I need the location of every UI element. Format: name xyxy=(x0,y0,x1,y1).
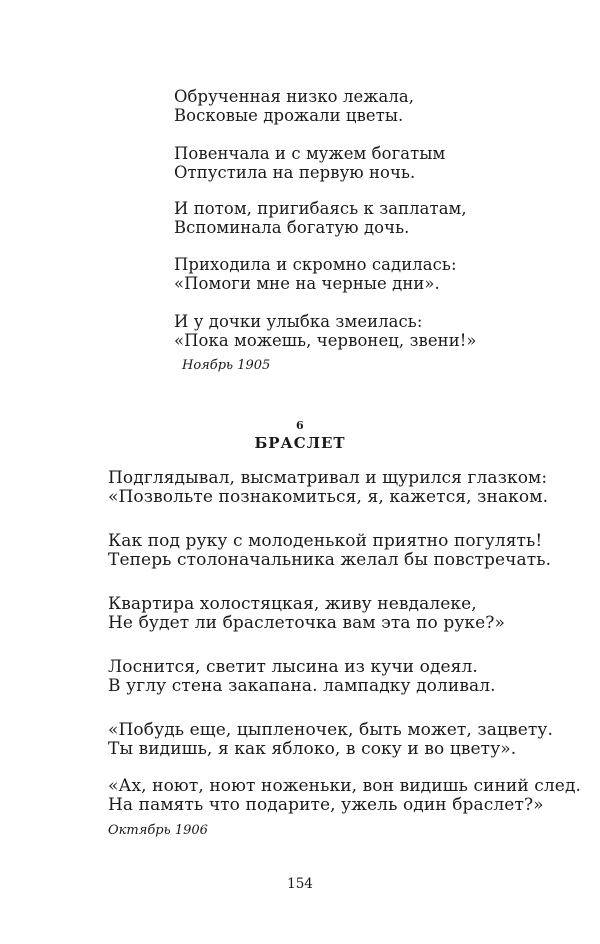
poem1-line: И у дочки улыбка змеилась: xyxy=(174,312,423,331)
poem2-line: Не будет ли браслеточка вам эта по руке?» xyxy=(108,613,506,633)
poem2-line: Ты видишь, я как яблоко, в соку и во цвету». xyxy=(108,739,517,759)
poem1-line: Обрученная низко лежала, xyxy=(174,87,415,106)
poem2-line: Подглядывал, высматривал и щурился глазком: xyxy=(108,468,548,488)
poem2-line: «Побудь еще, цыпленочек, быть может, зацвету. xyxy=(108,720,553,740)
poem1-line: «Пока можешь, червонец, звени!» xyxy=(174,331,477,350)
poem2-line: Как под руку с молоденькой приятно погулять! xyxy=(108,531,543,551)
poem1-date: Ноябрь 1905 xyxy=(182,358,271,373)
poem1-line: Повенчала и с мужем богатым xyxy=(174,144,446,163)
poem1-line: Вспоминала богатую дочь. xyxy=(174,218,410,237)
poem2-line: Квартира холостяцкая, живу невдалеке, xyxy=(108,594,477,614)
poem2-line: «Позвольте познакомиться, я, кажется, знаком. xyxy=(108,487,549,507)
poem1-line: Приходила и скромно садилась: xyxy=(174,255,457,274)
page-number: 154 xyxy=(287,876,313,892)
poem2-line: «Ах, ноют, ноют ноженьки, вон видишь синий след. xyxy=(108,776,582,796)
poem1-line: Восковые дрожали цветы. xyxy=(174,106,404,125)
poem-number: 6 xyxy=(296,419,304,432)
poem2-line: Теперь столоначальника желал бы повстречать. xyxy=(108,550,552,570)
poem2-line: В углу стена закапана. лампадку доливал. xyxy=(108,676,496,696)
poem2-line: Лоснится, светит лысина из кучи одеял. xyxy=(108,657,478,677)
poem1-line: И потом, пригибаясь к заплатам, xyxy=(174,199,467,218)
poem2-line: На память что подарите, ужель один браслет?» xyxy=(108,795,544,815)
poem1-line: Отпустила на первую ночь. xyxy=(174,163,416,182)
poem2-date: Октябрь 1906 xyxy=(108,823,208,838)
poem-title: БРАСЛЕТ xyxy=(254,434,346,452)
poem1-line: «Помоги мне на черные дни». xyxy=(174,274,440,293)
